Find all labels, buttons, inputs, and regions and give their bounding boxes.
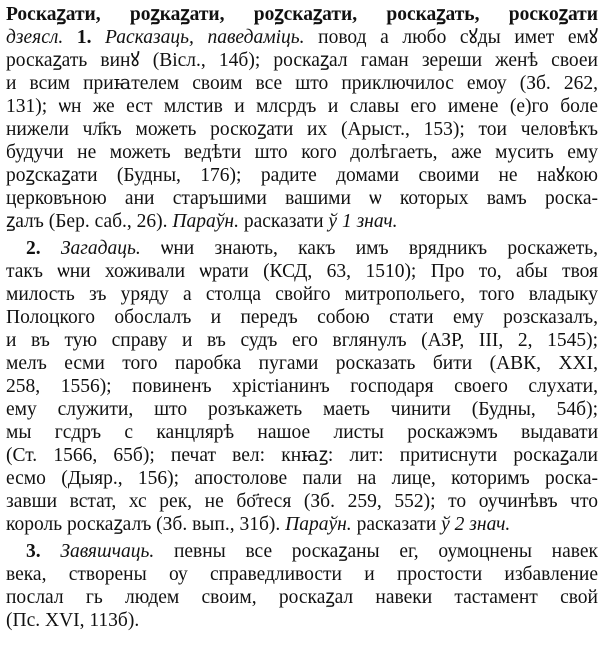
sense3-number: 3. <box>26 541 41 562</box>
sense2-line: Полоцкого обослалъ и передъ собою стати ему розсказалъ, <box>6 307 598 328</box>
sense2-first-line <box>6 238 598 260</box>
sense1-first-line <box>6 27 598 49</box>
sense2-line: такъ ѡни хоживали ѡрати (КСД, 63, 1510); Про то, абы твоя <box>6 261 598 282</box>
sense1-ref-sense: ў 1 знач. <box>328 211 398 232</box>
sense1-line: роꙁскаꙁати (Будны, 176); радите домами своими не наꙋкою <box>6 165 598 186</box>
sense3-last-line: (Пс. XVI, 113б). <box>6 610 140 631</box>
sense1-line: 131); ѡн же ест млстив и млсрдъ и славы его имене (е)го боле <box>6 96 598 117</box>
sense2-line: и въ тую справу и въ судъ его вглянулъ (АЗР, III, 2, 1545); <box>6 330 598 351</box>
sense1-line: роскаꙁать винꙋ (Віcл., 14б); роскаꙁал гаман зереши женѣ своеи <box>6 50 598 71</box>
sense1-text: повод а любо сꙋды имет емꙋ <box>318 27 598 48</box>
sense2-line: есмо (Дыяр., 156); апостолове пали на лице, которимъ роска- <box>6 468 598 489</box>
sense2-line: мелъ есми того паробка пугами росказать бити (АВК, XXI, <box>6 353 598 374</box>
sense1-line: нижели чл҃къ можеть роскоꙁати их (Арыст., 153); тои человѣкъ <box>6 119 598 140</box>
sense3-line: века, створены оу справедливости и простости избавление <box>6 564 598 585</box>
sense2-line: ему служити, што розъкажеть маеть чинити (Будны, 54б); <box>6 399 598 420</box>
sense2-line: завши встат, хс рек, не бо҃теся (Зб. 259, 552); то оучинѣвъ что <box>6 491 598 512</box>
dictionary-page <box>6 0 598 665</box>
sense1-ref-label: Параўн. <box>172 211 239 232</box>
sense2-line: 258, 1556); повиненъ хрістіанинъ господаря своего слухати, <box>6 376 598 397</box>
sense2-ref-word: расказати <box>356 514 437 535</box>
sense3-text: певны все роскаꙁаны ег, оумоцнены навек <box>173 541 598 562</box>
sense3-first-line <box>6 541 598 563</box>
sense3-line: послал гь людем своим, роскаꙁал навеки тастамент свой <box>6 587 598 608</box>
sense1-pos: дзеясл. <box>6 27 64 48</box>
sense1-line: церковъною ани старъшими вашими ѡ которых вамъ роска- <box>6 188 598 209</box>
sense2-text: король роскаꙁалъ (Зб. вып., 31б). <box>6 514 281 535</box>
sense2-ref-sense: ў 2 знач. <box>441 514 511 535</box>
sense1-gloss: Расказаць, паведаміць. <box>105 27 305 48</box>
sense2-ref-label: Параўн. <box>285 514 352 535</box>
sense1-line: будучи не можеть ведѣти што кого долѣгаеть, аже мусить ему <box>6 142 598 163</box>
headword-line: Роскаꙁати, роꙁкаꙁати, роꙁскаꙁати, роскаꙁать, роскоꙁати <box>6 4 598 25</box>
sense1-line: и всим приꙗтелем своим все што приключилос емоу (Зб. 262, <box>6 73 598 94</box>
sense2-number: 2. <box>26 238 41 259</box>
sense2-line: милость зъ уряду а столца свойго митропольего, того владыку <box>6 284 598 305</box>
sense2-line: (Ст. 1566, 65б); печат вел: кнꙗꙁ: лит: притиснути роскаꙁали <box>6 445 598 466</box>
sense1-number: 1. <box>76 27 92 48</box>
sense2-text: ѡни знають, какъ имъ врядникъ роскажеть, <box>161 238 598 259</box>
sense2-last-line <box>6 514 598 536</box>
sense2-gloss: Загадаць. <box>60 238 141 259</box>
sense2-line: мы гсдръ с канцлярѣ нашое листы роскажэмъ выдавати <box>6 422 598 443</box>
sense1-text: ꙁалъ (Бер. саб., 26). <box>6 211 168 232</box>
sense1-last-line <box>6 211 598 233</box>
sense3-gloss: Завяшчаць. <box>60 541 155 562</box>
sense1-ref-word: расказати <box>243 211 324 232</box>
